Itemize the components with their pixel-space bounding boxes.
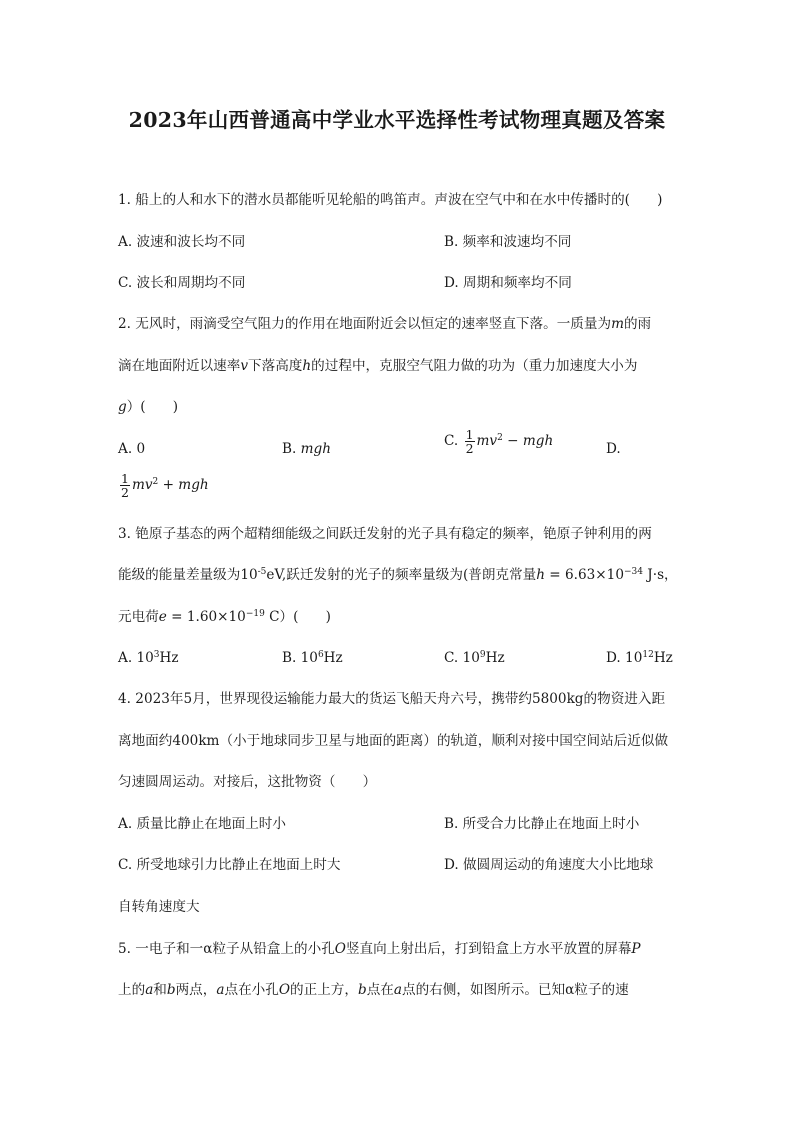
q5-var-a: a: [145, 982, 154, 998]
q2-text: 的雨: [623, 316, 652, 332]
q5-stem-line2: [118, 981, 629, 999]
q5-text: 两点，: [175, 982, 217, 998]
q3-option-c-base: C. 10: [444, 650, 480, 666]
q3-option-b-exponent: 6: [317, 650, 324, 660]
q5-text: 点的右侧，如图所示。已知α粒子的速: [401, 982, 629, 998]
q3-option-a: [118, 649, 179, 667]
q3-option-c: [444, 649, 505, 667]
q3-option-b-unit: Hz: [323, 650, 343, 666]
q3-text: C）( ): [264, 609, 331, 625]
q3-option-b: [282, 649, 343, 667]
q2-var-v: v: [240, 358, 249, 374]
q3-exponent: −34: [623, 567, 643, 577]
q1-stem: 1. 船上的人和水下的潜水员都能听见轮船的鸣笛声。声波在空气中和在水中传播时的( ): [118, 192, 663, 208]
q2-stem-line2: [118, 357, 637, 375]
q3-option-d-exponent: 12: [642, 650, 654, 660]
q1-option-a: A. 波速和波长均不同: [118, 234, 246, 250]
q4-option-b: B. 所受合力比静止在地面上时小: [444, 816, 640, 832]
q2-text: 滴在地面附近以速率: [118, 358, 241, 374]
q3-text: eV,跃迁发射的光子的频率量级为(普朗克常量: [266, 567, 537, 583]
q2-text: ）( ): [126, 399, 179, 415]
q5-var-p: P: [631, 941, 641, 957]
q3-stem-line1: 3. 铯原子基态的两个超精细能级之间跃迁发射的光子具有稳定的频率，铯原子钟利用的两: [118, 526, 652, 542]
fraction-denominator: 2: [121, 485, 129, 500]
q3-option-c-exponent: 9: [479, 650, 486, 660]
q2-option-d-mv: mv: [131, 477, 153, 493]
q4-option-c: C. 所受地球引力比静止在地面上时大: [118, 857, 341, 873]
q5-text: 点在: [366, 982, 394, 998]
q4-option-d-continued: 自转角速度大: [118, 899, 200, 915]
fraction-numerator: 1: [121, 471, 129, 486]
q2-option-c-fraction: [465, 428, 475, 455]
q2-text: 2. 无风时，雨滴受空气阻力的作用在地面附近会以恒定的速率竖直下落。一质量为: [118, 316, 612, 332]
q5-var-a: a: [216, 982, 225, 998]
q2-var-g: g: [118, 399, 127, 415]
q2-option-c-exponent: 2: [497, 433, 503, 443]
q3-exponent: -5: [257, 567, 267, 577]
q4-option-d: D. 做圆周运动的角速度大小比地球: [444, 857, 654, 873]
q5-text: 5. 一电子和一α粒子从铅盒上的小孔: [118, 941, 335, 957]
q3-option-b-base: B. 10: [282, 650, 318, 666]
q3-option-a-exponent: 3: [153, 650, 160, 660]
q2-var-m: m: [611, 316, 624, 332]
q1-option-c: C. 波长和周期均不同: [118, 275, 246, 291]
q3-option-a-base: A. 10: [118, 650, 154, 666]
q5-var-b: b: [166, 982, 176, 998]
q3-exponent: −19: [245, 609, 265, 619]
q5-var-o: O: [278, 982, 291, 998]
q2-option-d-exponent: 2: [152, 477, 159, 487]
q3-text: J·s，: [642, 567, 678, 583]
q2-option-d-fraction: [120, 472, 130, 499]
q5-var-a: a: [393, 982, 402, 998]
q2-option-b-expr: mgh: [300, 441, 331, 457]
q2-option-d-label: D.: [606, 441, 621, 457]
q2-option-a: A. 0: [118, 441, 146, 457]
q3-var-e: e: [158, 609, 167, 625]
q2-text: 的过程中，克服空气阻力做的功为（重力加速度大小为: [311, 358, 638, 374]
q3-text: 元电荷: [118, 609, 159, 625]
q2-option-b: [282, 440, 331, 458]
q2-option-d-tail: + mgh: [158, 477, 209, 493]
q4-stem-line1: 4. 2023年5月，世界现役运输能力最大的货运飞船天舟六号，携带约5800kg的物资进入距: [118, 691, 666, 707]
q5-text: 竖直向上射出后，打到铅盒上方水平放置的屏幕: [345, 941, 632, 957]
q2-option-c-mv: mv: [476, 433, 498, 449]
q4-stem-line3: 匀速圆周运动。对接后，这批物资（ ）: [118, 774, 377, 790]
q3-option-d-base: D. 10: [606, 650, 643, 666]
q1-option-d: D. 周期和频率均不同: [444, 275, 572, 291]
q2-option-b-label: B.: [282, 441, 301, 457]
q3-option-c-unit: Hz: [485, 650, 505, 666]
q5-text: 点在小孔: [224, 982, 279, 998]
q2-option-c-tail: − mgh: [502, 433, 554, 449]
q3-text: = 6.63×10: [544, 567, 624, 583]
q5-text: 的正上方，: [290, 982, 358, 998]
q2-var-h: h: [302, 358, 312, 374]
q2-option-d: [118, 472, 209, 499]
q2-option-c: [444, 428, 553, 455]
q4-stem-line2: 离地面约400km（小于地球同步卫星与地面的距离）的轨道，顺利对接中国空间站后近似做: [118, 733, 669, 749]
fraction-numerator: 1: [465, 427, 474, 442]
q3-option-a-unit: Hz: [159, 650, 179, 666]
q4-option-a: A. 质量比静止在地面上时小: [118, 816, 286, 832]
q5-text: 和: [153, 982, 167, 998]
q3-var-h: h: [536, 567, 545, 583]
q3-stem-line2: [118, 566, 678, 584]
q3-text: 能级的能量差量级为10: [118, 567, 258, 583]
page-title: 2023年山西普通高中学业水平选择性考试物理真题及答案: [128, 108, 666, 132]
q1-option-b: B. 频率和波速均不同: [444, 234, 572, 250]
q2-option-c-label: C.: [444, 433, 459, 449]
q2-text: 下落高度: [248, 358, 303, 374]
fraction-denominator: 2: [465, 441, 474, 456]
q5-var-b: b: [357, 982, 367, 998]
q3-text: = 1.60×10: [166, 609, 246, 625]
q2-stem-line1: [118, 315, 651, 333]
q5-text: 上的: [118, 982, 146, 998]
q3-stem-line3: [118, 608, 331, 626]
q5-stem-line1: [118, 940, 641, 958]
q2-stem-line3: [118, 398, 178, 416]
q5-var-o: O: [334, 941, 346, 957]
q3-option-d: [606, 649, 673, 667]
q3-option-d-unit: Hz: [653, 650, 673, 666]
